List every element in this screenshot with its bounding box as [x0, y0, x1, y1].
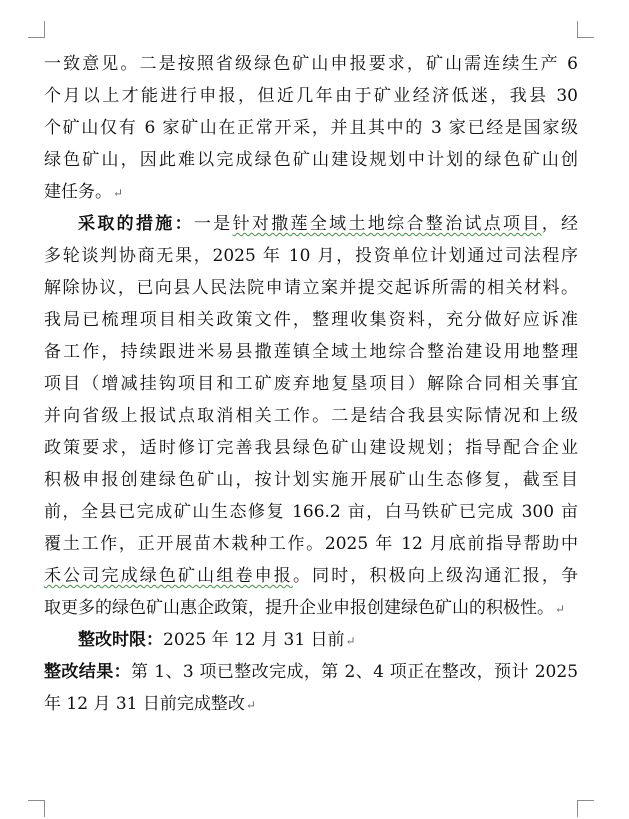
document-body	[44, 48, 578, 720]
paragraph-result	[44, 656, 578, 720]
text-segment: 年 12 月 31 日前完成整改	[44, 694, 245, 714]
page-corner-top-left	[28, 21, 45, 38]
result-heading: 整改结果：	[44, 662, 132, 682]
text-line: 前，全县已完成矿山生态修复 166.2 亩，白马铁矿已完成 300 亩	[44, 502, 578, 522]
text-segment: 第 1、3 项已整改完成，第 2、4 项正在整改，预计 2025	[131, 662, 578, 682]
page-corner-top-right	[577, 21, 594, 38]
text-line	[44, 208, 578, 240]
page-corner-bottom-right	[577, 800, 594, 817]
text-line: 个月以上才能进行申报，但近几年由于矿业经济低迷，我县 30	[44, 86, 578, 106]
text-line	[44, 560, 578, 592]
text-segment: ，经	[541, 214, 578, 234]
paragraph-mark-icon: ↵	[345, 634, 356, 648]
paragraph-measures	[44, 208, 578, 624]
text-line: 并向省级上报试点取消相关工作。二是结合我县实际情况和上级	[44, 406, 578, 426]
text-line: 绿色矿山，因此难以完成绿色矿山建设规划中计划的绿色矿山创	[44, 150, 578, 170]
text-segment: 建任务。	[44, 182, 112, 202]
text-line	[44, 688, 578, 720]
text-line	[44, 624, 578, 656]
text-line: 多轮谈判协商无果，2025 年 10 月，投资单位计划通过司法程序	[44, 246, 578, 266]
text-line: 备工作，持续跟进米易县撒莲镇全域土地综合整治建设用地整理	[44, 342, 578, 362]
grammar-flag-text[interactable]: 禾公司完成绿色矿山组卷申报	[44, 566, 293, 586]
measures-heading: 采取的措施：	[78, 214, 194, 234]
text-line: 项目（增减挂钩项目和工矿废弃地复垦项目）解除合同相关事宜	[44, 374, 578, 394]
grammar-flag-text[interactable]: 针对撒莲全域土地综合整治试点项目	[232, 214, 542, 234]
paragraph-mark-icon: ↵	[245, 698, 256, 712]
text-line: 政策要求，适时修订完善我县绿色矿山建设规划；指导配合企业	[44, 438, 578, 458]
text-segment: 一是	[193, 214, 233, 234]
text-line: 积极申报创建绿色矿山，按计划实施开展矿山生态修复，截至目	[44, 470, 578, 490]
text-line: 我局已梳理项目相关政策文件，整理收集资料，充分做好应诉准	[44, 310, 578, 330]
text-line: 个矿山仅有 6 家矿山在正常开采，并且其中的 3 家已经是国家级	[44, 118, 578, 138]
text-line	[44, 656, 578, 688]
text-line: 一致意见。二是按照省级绿色矿山申报要求，矿山需连续生产 6	[44, 54, 578, 74]
page-corner-bottom-left	[28, 800, 45, 817]
text-segment: 取更多的绿色矿山惠企政策，提升企业申报创建绿色矿山的积极性。	[44, 598, 554, 618]
text-line	[44, 176, 578, 208]
paragraph-deadline	[44, 624, 578, 656]
paragraph-mark-icon: ↵	[555, 602, 566, 616]
deadline-heading: 整改时限：	[78, 630, 163, 650]
deadline-value: 2025 年 12 月 31 日前	[163, 630, 345, 650]
text-line: 解除协议，已向县人民法院申请立案并提交起诉所需的相关材料。	[44, 278, 578, 298]
paragraph-mark-icon: ↵	[113, 186, 124, 200]
text-segment: 。同时，积极向上级沟通汇报，争	[292, 566, 578, 586]
text-line	[44, 592, 578, 624]
text-line: 覆土工作，正开展苗木栽种工作。2025 年 12 月底前指导帮助中	[44, 534, 578, 554]
paragraph-intro	[44, 48, 578, 208]
